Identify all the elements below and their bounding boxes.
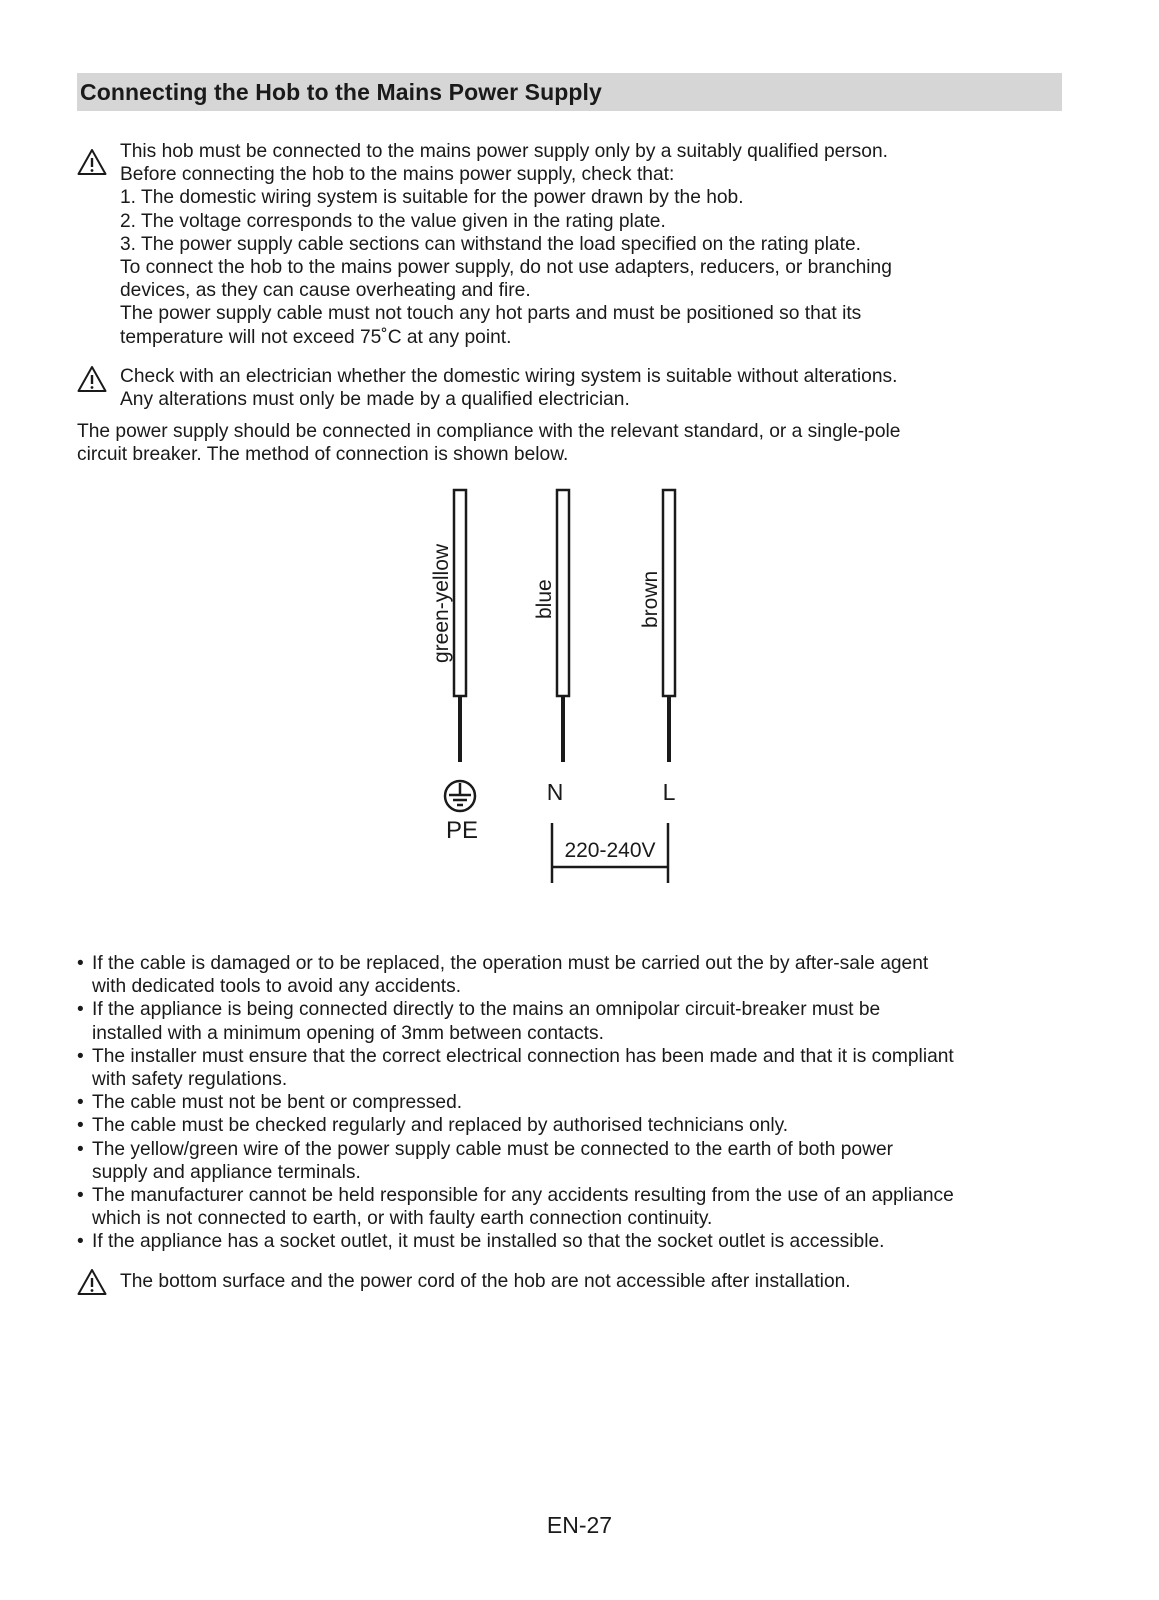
warning-block-3 — [77, 1270, 1077, 1293]
voltage-label: 220-240V — [564, 839, 656, 862]
warning-2-line: Any alterations must only be made by a qualified electrician. — [120, 389, 630, 411]
warning-1-line: To connect the hob to the mains power supply, do not use adapters, reducers, or branching — [120, 257, 892, 279]
wire-l — [639, 490, 675, 762]
list-item-line: The installer must ensure that the correct electrical connection has been made and that it is compliant — [92, 1045, 954, 1067]
wire-label-blue: blue — [533, 579, 556, 619]
warning-triangle-icon — [77, 365, 107, 393]
warning-block-2 — [77, 365, 1077, 411]
list-item-line: installed with a minimum opening of 3mm between contacts. — [92, 1022, 604, 1044]
warning-1-line: The power supply cable must not touch any hot parts and must be positioned so that its — [120, 303, 862, 325]
list-item-line: The manufacturer cannot be held responsible for any accidents resulting from the use of an appliance — [92, 1185, 954, 1207]
list-item — [77, 998, 1087, 1044]
wire-n — [533, 490, 569, 762]
bullet-dot: • — [77, 1045, 84, 1067]
bullet-dot: • — [77, 1185, 84, 1207]
wiring-diagram-svg — [400, 480, 760, 920]
list-item-line: The cable must not be bent or compressed. — [92, 1092, 463, 1114]
list-item — [77, 1114, 1087, 1137]
intro-line: circuit breaker. The method of connection is shown below. — [77, 444, 569, 466]
list-item-line: supply and appliance terminals. — [92, 1161, 361, 1183]
list-item — [77, 1091, 1087, 1114]
warning-block-1 — [77, 140, 1077, 349]
wire-label-green-yellow: green-yellow — [430, 543, 453, 663]
warning-3-line: The bottom surface and the power cord of the hob are not accessible after installation. — [120, 1271, 851, 1292]
intro-line: The power supply should be connected in compliance with the relevant standard, or a single-pole — [77, 421, 901, 442]
list-item-line: The cable must be checked regularly and replaced by authorised technicians only. — [92, 1115, 789, 1137]
list-item — [77, 1045, 1087, 1091]
list-item-line: with dedicated tools to avoid any accidents. — [92, 976, 462, 998]
list-item-line: If the cable is damaged or to be replaced, the operation must be carried out the by after-sale agent — [92, 953, 929, 974]
wire-label-brown: brown — [639, 570, 662, 628]
list-item-line: If the appliance is being connected directly to the mains an omnipolar circuit-breaker must be — [92, 999, 881, 1021]
bullet-dot: • — [77, 1231, 84, 1253]
warning-triangle-icon — [77, 148, 107, 176]
wire-pe — [430, 490, 466, 762]
safety-bullet-list — [77, 952, 1087, 1254]
bullet-dot: • — [77, 999, 84, 1021]
warning-triangle-icon — [77, 1268, 107, 1296]
list-item-line: with safety regulations. — [92, 1069, 288, 1091]
warning-1-line: This hob must be connected to the mains power supply only by a suitably qualified person. — [120, 141, 888, 162]
warning-1-line: devices, as they can cause overheating and fire. — [120, 280, 531, 302]
section-title-bar — [77, 73, 1062, 111]
bullet-dot: • — [77, 1138, 84, 1160]
list-item-line: If the appliance has a socket outlet, it must be installed so that the socket outlet is accessible. — [92, 1231, 885, 1253]
bullet-dot: • — [77, 1092, 84, 1114]
warning-1-line: 2. The voltage corresponds to the value given in the rating plate. — [120, 210, 666, 232]
list-item-line: which is not connected to earth, or with faulty earth connection continuity. — [92, 1208, 713, 1230]
list-item — [77, 1230, 1087, 1253]
warning-1-line: 1. The domestic wiring system is suitable for the power drawn by the hob. — [120, 187, 744, 209]
warning-2-line: Check with an electrician whether the domestic wiring system is suitable without alterations. — [120, 366, 898, 387]
section-title: Connecting the Hob to the Mains Power Supply — [80, 79, 602, 105]
terminal-label-pe: PE — [445, 817, 479, 844]
terminal-label-l: L — [662, 779, 676, 805]
terminal-label-n: N — [546, 779, 564, 805]
page-number: EN-27 — [546, 1512, 613, 1538]
connection-intro — [77, 420, 1077, 466]
list-item — [77, 1138, 1087, 1184]
list-item-line: The yellow/green wire of the power supply cable must be connected to the earth of both power — [92, 1138, 894, 1160]
warning-1-line: 3. The power supply cable sections can withstand the load specified on the rating plate. — [120, 233, 861, 255]
bullet-dot: • — [77, 1115, 84, 1137]
warning-1-line: temperature will not exceed 75˚C at any point. — [120, 326, 512, 348]
warning-1-line: Before connecting the hob to the mains power supply, check that: — [120, 164, 675, 186]
earth-icon — [445, 781, 475, 811]
wiring-diagram — [400, 480, 760, 920]
list-item — [77, 1184, 1087, 1230]
list-item — [77, 952, 1087, 998]
bullet-dot: • — [77, 953, 84, 974]
